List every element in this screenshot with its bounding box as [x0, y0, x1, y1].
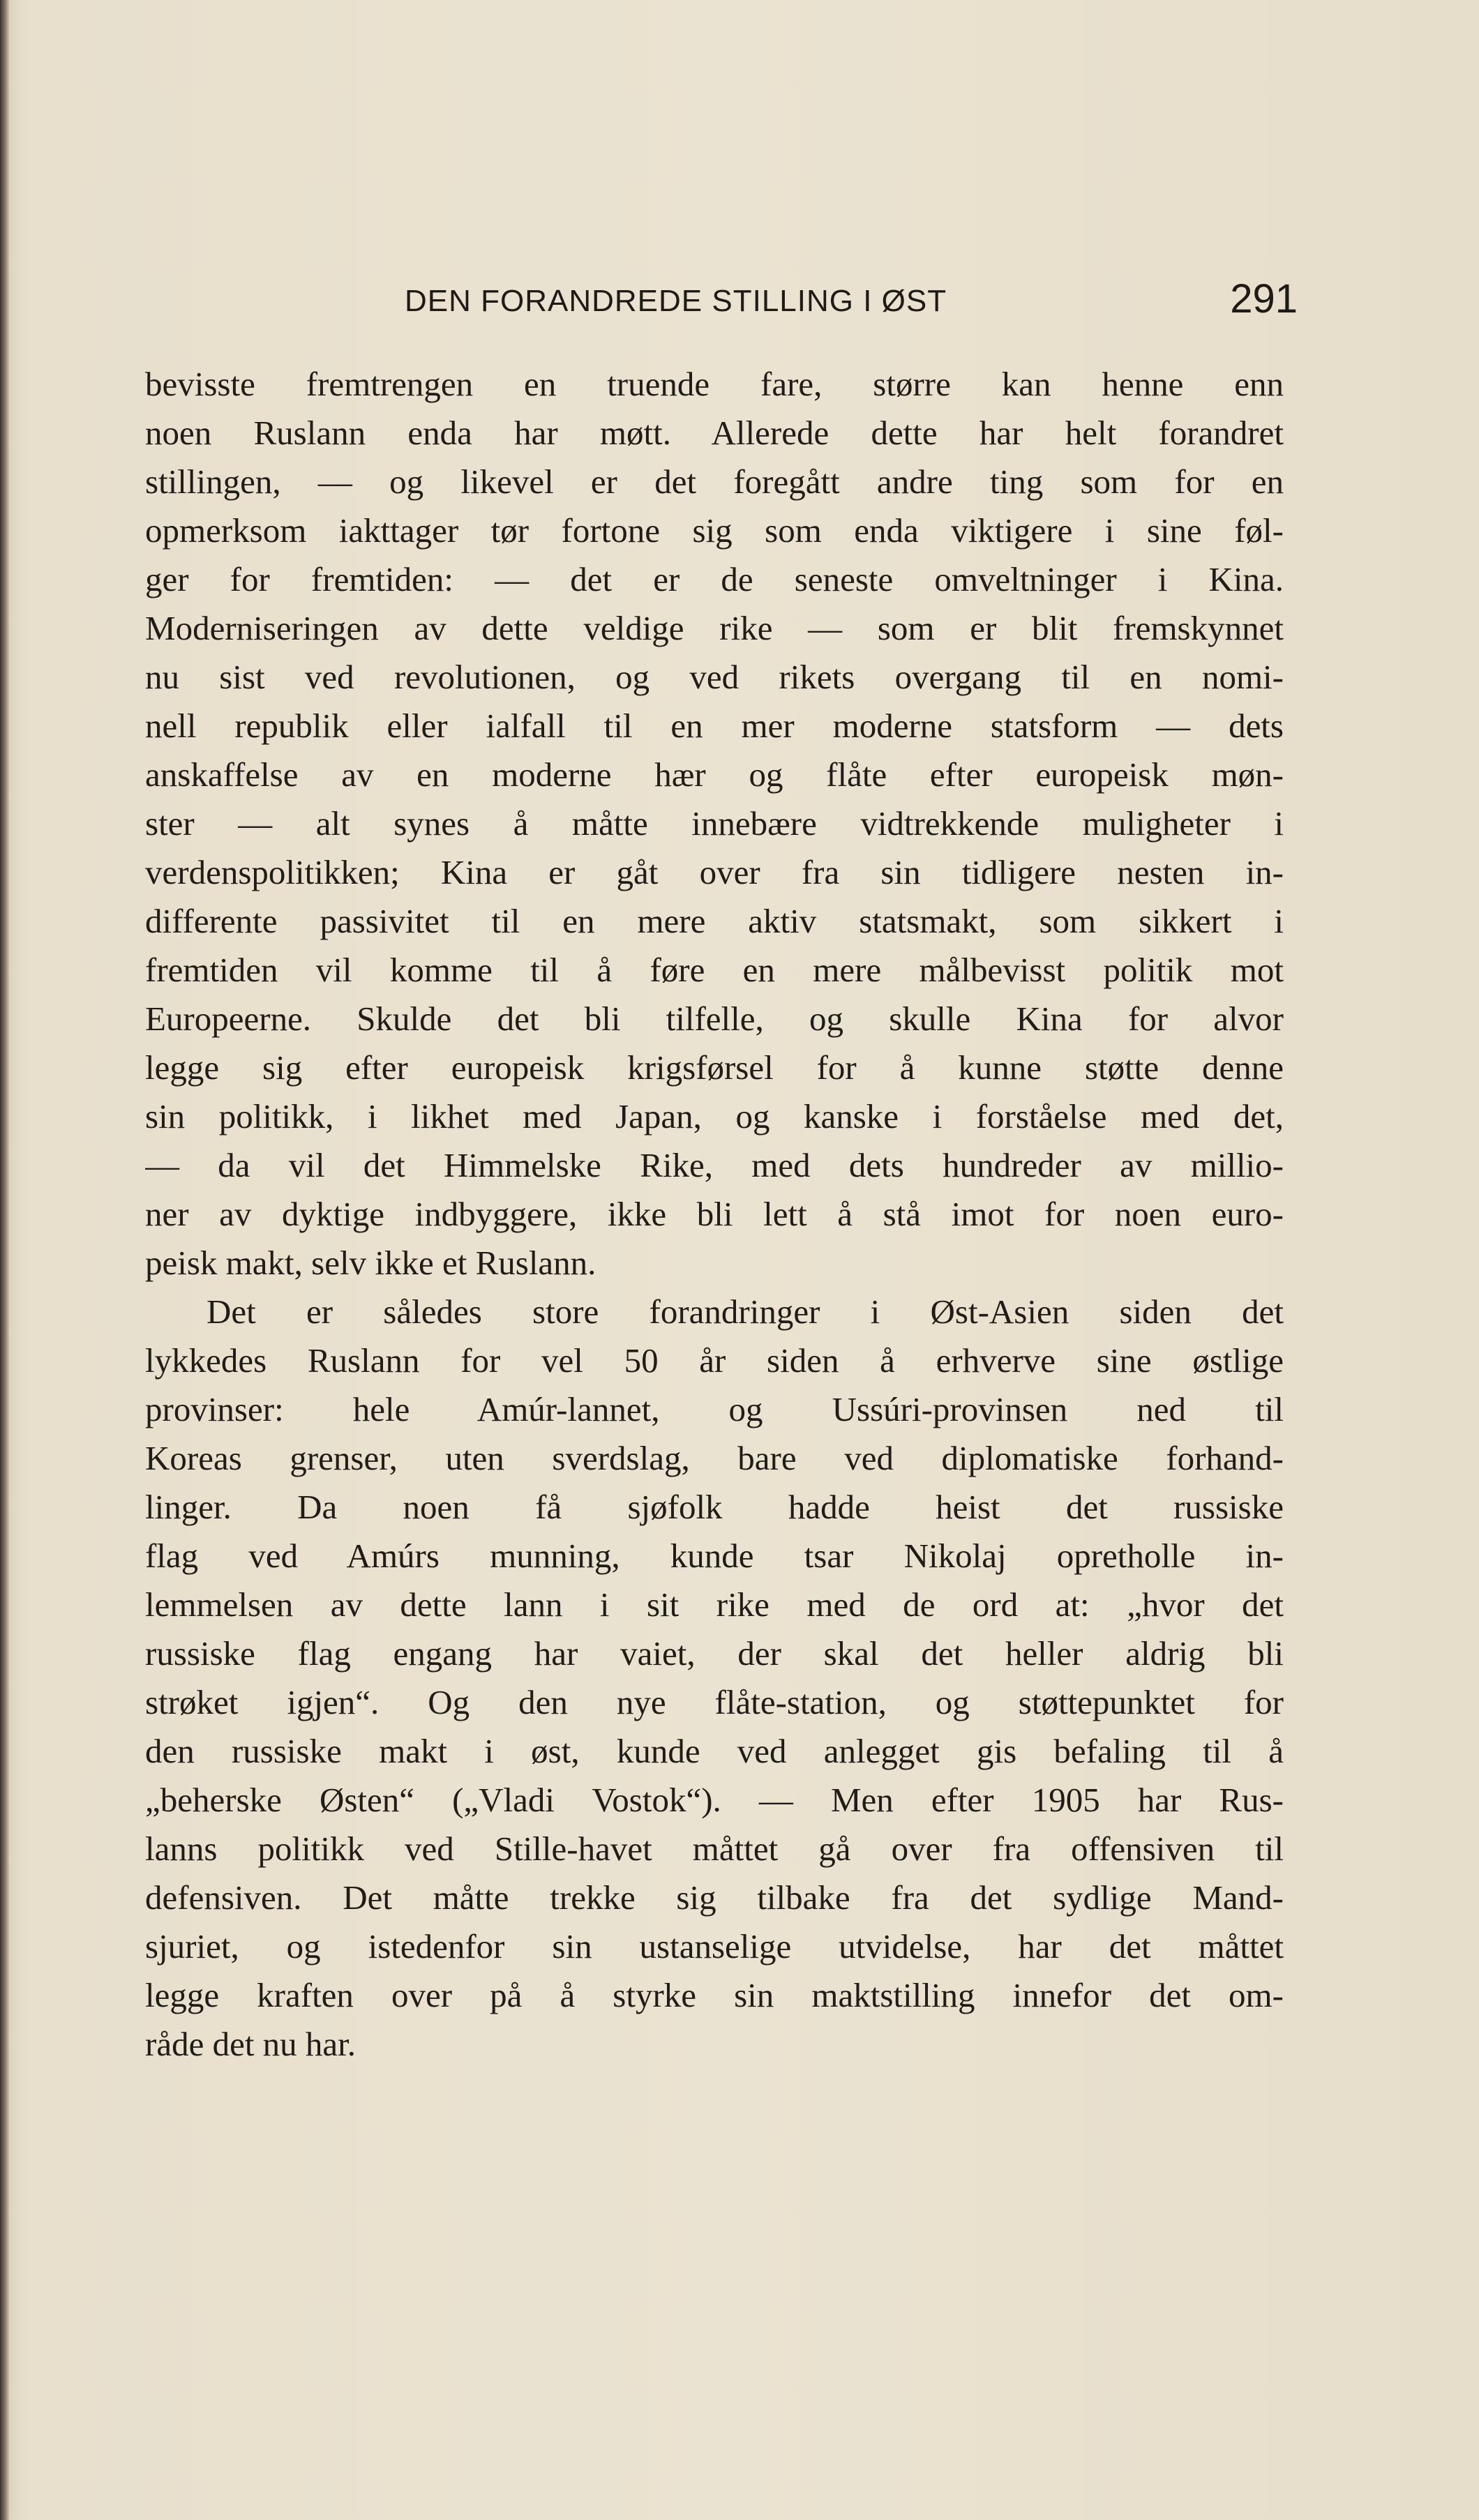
text-line: defensiven. Det måtte trekke sig tilbake fra det sydlige Mand-	[145, 1878, 1284, 1917]
text-line: anskaffelse av en moderne hær og flåte efter europeisk møn-	[145, 755, 1284, 794]
text-line: sin politikk, i likhet med Japan, og kanske i forståelse med det,	[145, 1097, 1284, 1135]
text-line: verdenspolitikken; Kina er gåt over fra sin tidligere nesten in-	[145, 853, 1284, 891]
text-line: Moderniseringen av dette veldige rike — som er blit fremskynnet	[145, 609, 1284, 647]
text-line: noen Ruslann enda har møtt. Allerede dette har helt forandret	[145, 414, 1284, 452]
paragraph	[145, 360, 1284, 1288]
text-line: linger. Da noen få sjøfolk hadde heist det russiske	[145, 1488, 1284, 1526]
text-line: stillingen, — og likevel er det foregått andre ting som for en	[145, 462, 1284, 501]
page-number: 291	[1230, 276, 1298, 322]
body-text	[145, 360, 1284, 2069]
text-line: lemmelsen av dette lann i sit rike med de ord at: „hvor det	[145, 1585, 1284, 1624]
text-line: legge sig efter europeisk krigsførsel for å kunne støtte denne	[145, 1048, 1284, 1087]
page-edge-shadow	[0, 0, 10, 2520]
text-line: lanns politikk ved Stille-havet måttet gå over fra offensiven til	[145, 1829, 1284, 1868]
text-line: opmerksom iakttager tør fortone sig som enda viktigere i sine føl-	[145, 511, 1284, 550]
text-line: fremtiden vil komme til å føre en mere målbevisst politik mot	[145, 951, 1284, 989]
text-line: bevisste fremtrengen en truende fare, større kan henne enn	[145, 365, 1284, 403]
text-line: ster — alt synes å måtte innebære vidtrekkende muligheter i	[145, 804, 1284, 843]
text-line: lykkedes Ruslann for vel 50 år siden å erhverve sine østlige	[145, 1341, 1284, 1380]
text-line: Europeerne. Skulde det bli tilfelle, og skulle Kina for alvor	[145, 999, 1284, 1038]
text-line: Koreas grenser, uten sverdslag, bare ved diplomatiske forhand-	[145, 1439, 1284, 1477]
text-line: ger for fremtiden: — det er de seneste omveltninger i Kina.	[145, 560, 1284, 598]
text-line: nu sist ved revolutionen, og ved rikets overgang til en nomi-	[145, 658, 1284, 696]
text-line: flag ved Amúrs munning, kunde tsar Nikolaj opretholle in-	[145, 1537, 1284, 1575]
text-line: provinser: hele Amúr-lannet, og Ussúri-provinsen ned til	[145, 1390, 1284, 1428]
text-line: „beherske Østen“ („Vladi Vostok“). — Men efter 1905 har Rus-	[145, 1781, 1284, 1819]
text-line: peisk makt, selv ikke et Ruslann.	[145, 1244, 596, 1282]
text-line: strøket igjen“. Og den nye flåte-station, og støttepunktet for	[145, 1683, 1284, 1721]
text-line: Det er således store forandringer i Øst-Asien siden det	[207, 1292, 1284, 1331]
paragraph	[145, 1288, 1284, 2069]
text-line: russiske flag engang har vaiet, der skal det heller aldrig bli	[145, 1634, 1284, 1673]
text-line: ner av dyktige indbyggere, ikke bli lett å stå imot for noen euro-	[145, 1195, 1284, 1233]
text-line: råde det nu har.	[145, 2025, 356, 2063]
text-line: legge kraften over på å styrke sin maktstilling innefor det om-	[145, 1976, 1284, 2014]
text-line: nell republik eller ialfall til en mer moderne statsform — dets	[145, 707, 1284, 745]
running-head	[147, 276, 1298, 338]
text-line: den russiske makt i øst, kunde ved anlegget gis befaling til å	[145, 1732, 1284, 1770]
running-title: DEN FORANDREDE STILLING I ØST	[405, 284, 947, 318]
text-line: — da vil det Himmelske Rike, med dets hundreder av millio-	[145, 1146, 1284, 1184]
text-line: sjuriet, og istedenfor sin ustanselige utvidelse, har det måttet	[145, 1927, 1284, 1966]
text-line: differente passivitet til en mere aktiv statsmakt, som sikkert i	[145, 902, 1284, 940]
